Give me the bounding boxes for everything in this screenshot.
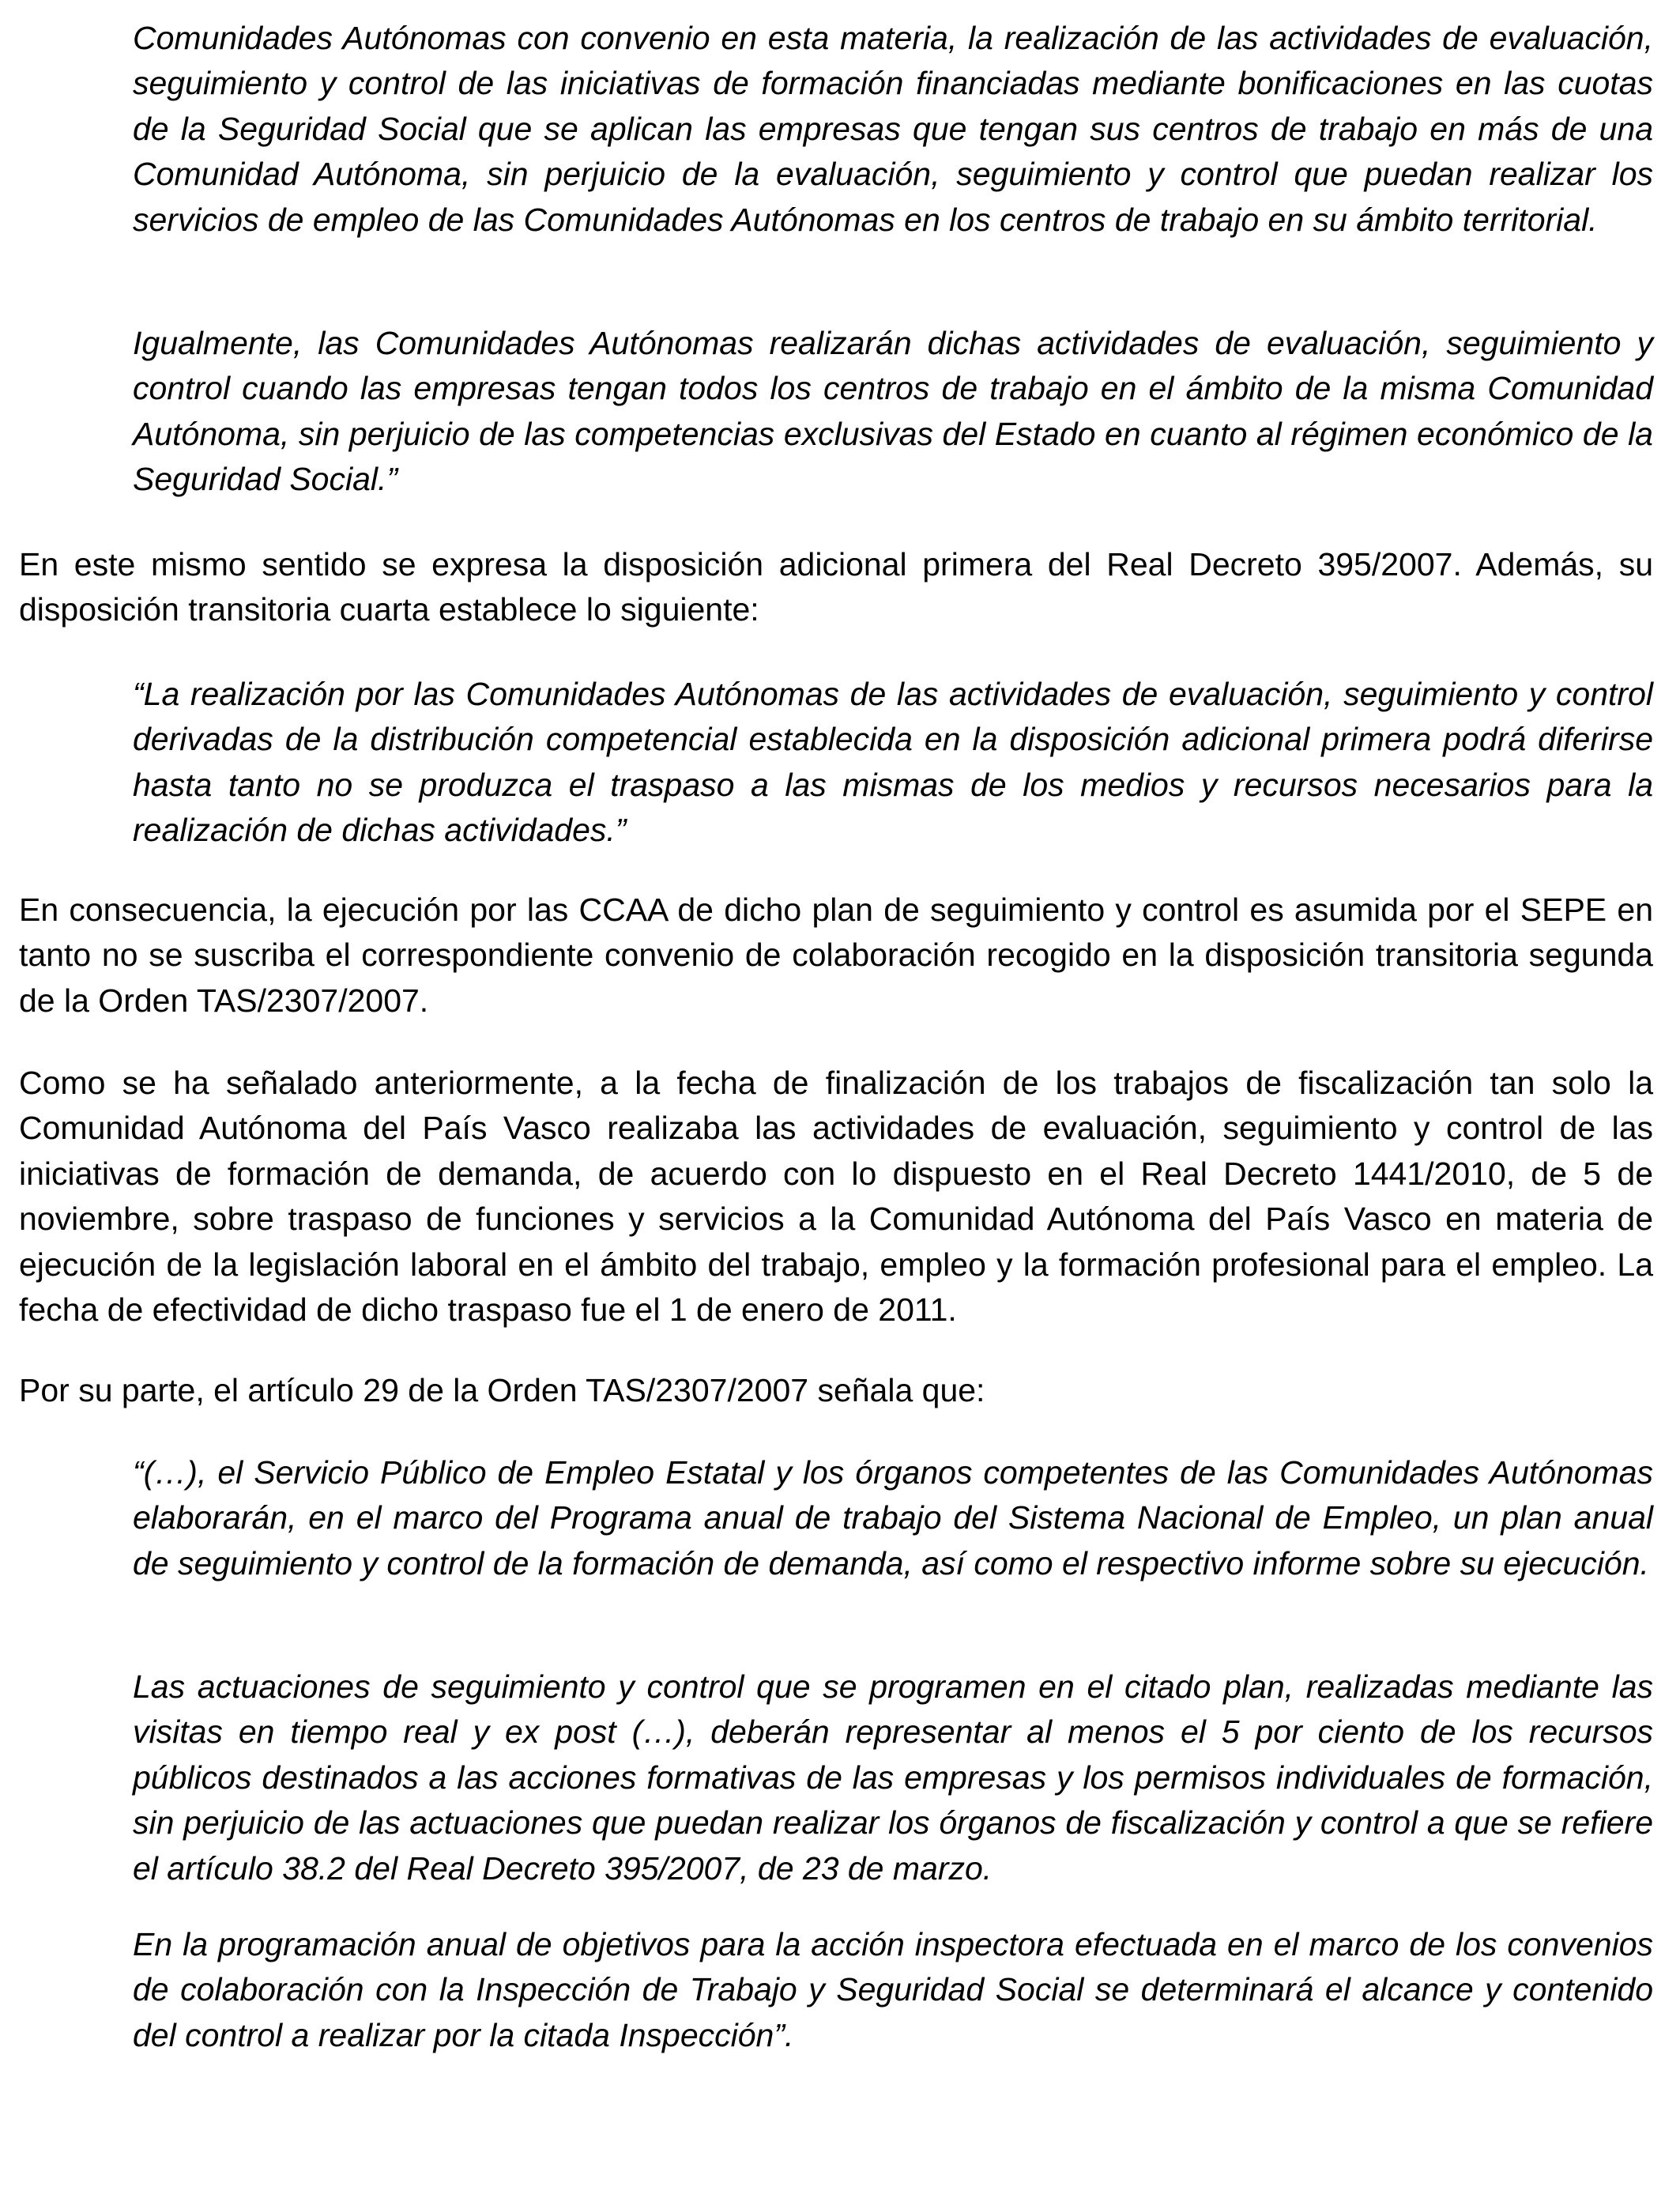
- quote-paragraph-programacion-anual: En la programación anual de objetivos para la acción inspectora efectuada en el marco de los convenios de colaboración con la Inspección de Trabajo y Seguridad Social se determinará el alcance y contenido del control a realizar por la citada Inspección”.: [133, 1926, 1653, 2053]
- body-paragraph-pais-vasco: Como se ha señalado anteriormente, a la fecha de finalización de los trabajos de fiscalización tan solo la Comunidad Autónoma del País Vasco realizaba las actividades de evaluación, seguimiento y control de las iniciativas de formación de demanda, de acuerdo con lo dispuesto en el Real Decreto 1441/2010, de 5 de noviembre, sobre traspaso de funciones y servicios a la Comunidad Autónoma del País Vasco en materia de ejecución de la legislación laboral en el ámbito del trabajo, empleo y la formación profesional para el empleo. La fecha de efectividad de dicho traspaso fue el 1 de enero de 2011.: [19, 1065, 1653, 1329]
- quote-paragraph-ccaa-convenio: Comunidades Autónomas con convenio en esta materia, la realización de las actividades de evaluación, seguimiento y control de las iniciativas de formación financiadas mediante bonificaciones en las cuotas de la Seguridad Social que se aplican las empresas que tengan sus centros de trabajo en más de una Comunidad Autónoma, sin perjuicio de la evaluación, seguimiento y control que puedan realizar los servicios de empleo de las Comunidades Autónomas en los centros de trabajo en su ámbito territorial.: [133, 20, 1653, 238]
- body-paragraph-consecuencia: En consecuencia, la ejecución por las CCAA de dicho plan de seguimiento y control es asumida por el SEPE en tanto no se suscriba el correspondiente convenio de colaboración recogido en la disposición transitoria segunda de la Orden TAS/2307/2007.: [19, 892, 1653, 1019]
- body-paragraph-articulo-29: Por su parte, el artículo 29 de la Orden TAS/2307/2007 señala que:: [19, 1372, 985, 1408]
- quote-paragraph-transitoria-cuarta: “La realización por las Comunidades Autónomas de las actividades de evaluación, seguimiento y control derivadas de la distribución competencial establecida en la disposición adicional primera podrá diferirse hasta tanto no se produzca el traspaso a las mismas de los medios y recursos necesarios para la realización de dichas actividades.”: [133, 676, 1653, 849]
- quote-paragraph-igualmente: Igualmente, las Comunidades Autónomas realizarán dichas actividades de evaluación, seguimiento y control cuando las empresas tengan todos los centros de trabajo en el ámbito de la misma Comunidad Autónoma, sin perjuicio de las competencias exclusivas del Estado en cuanto al régimen económico de la Seguridad Social.”: [133, 325, 1653, 498]
- quote-paragraph-plan-anual: “(…), el Servicio Público de Empleo Estatal y los órganos competentes de las Comunidades Autónomas elaborarán, en el marco del Programa anual de trabajo del Sistema Nacional de Empleo, un plan anual de seguimiento y control de la formación de demanda, así como el respectivo informe sobre su ejecución.: [133, 1454, 1653, 1581]
- quote-paragraph-actuaciones: Las actuaciones de seguimiento y control que se programen en el citado plan, realizadas mediante las visitas en tiempo real y ex post (…), deberán representar al menos el 5 por ciento de los recursos públicos destinados a las acciones formativas de las empresas y los permisos individuales de formación, sin perjuicio de las actuaciones que puedan realizar los órganos de fiscalización y control a que se refiere el artículo 38.2 del Real Decreto 395/2007, de 23 de marzo.: [133, 1668, 1653, 1887]
- body-paragraph-real-decreto-395: En este mismo sentido se expresa la disposición adicional primera del Real Decreto 395/2007. Además, su disposición transitoria cuarta establece lo siguiente:: [19, 546, 1653, 628]
